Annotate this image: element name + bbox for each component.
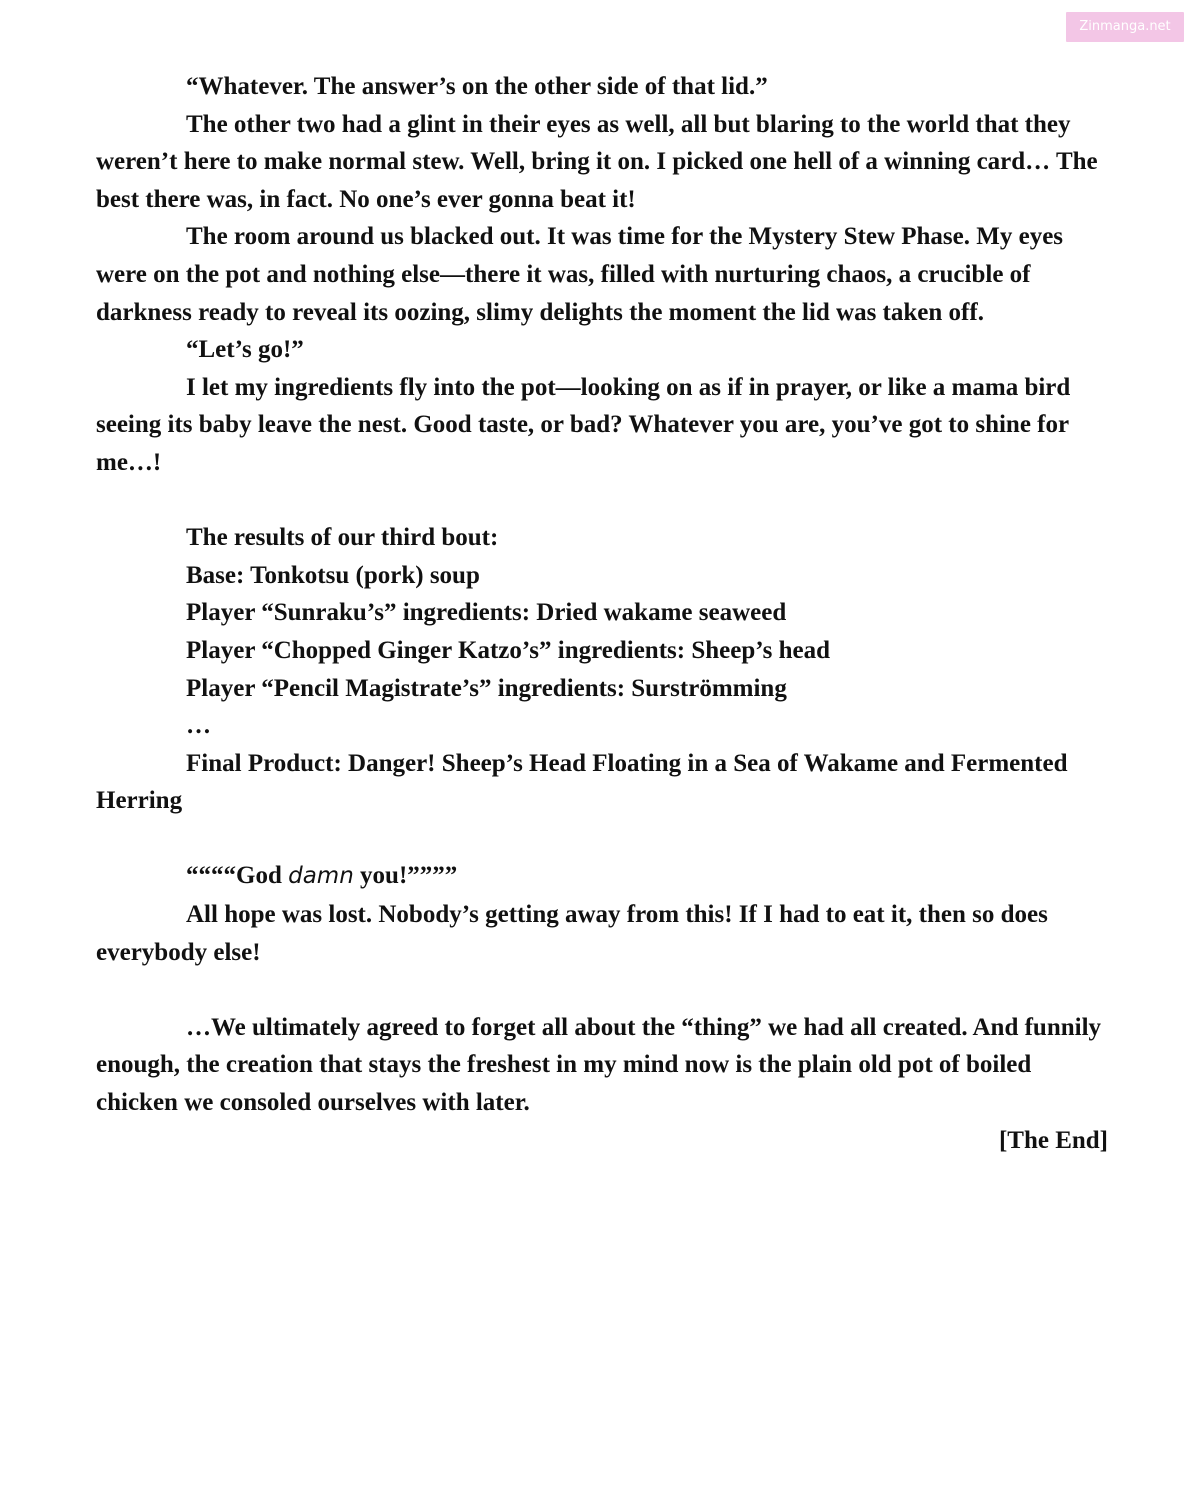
spacer — [96, 820, 1108, 858]
spacer — [96, 482, 1108, 520]
paragraph-shout — [96, 857, 1108, 896]
paragraph-lets-go: “Let’s go!” — [186, 336, 304, 364]
shout-before: ““““God — [186, 862, 289, 890]
paragraph-glint: The other two had a glint in their eyes as well, all but blaring to the world that they weren’t here to make normal stew. Well, bring it on. I picked one hell of a winning card… The best there was, in fact. No one’s ever gonna beat it! — [96, 110, 1098, 213]
shout-emphasis: damn — [288, 863, 354, 890]
results-base: Base: Tonkotsu (pork) soup — [186, 561, 480, 589]
paragraph-blackout: The room around us blacked out. It was time for the Mystery Stew Phase. My eyes were on the pot and nothing else—there it was, filled with nurturing chaos, a crucible of darkness ready to reveal its oozing, slimy delights the moment the lid was taken off. — [96, 223, 1064, 326]
watermark-badge: Zinmanga.net — [1066, 12, 1184, 42]
shout-after: you!”””” — [353, 862, 458, 890]
paragraph-hope-lost: All hope was lost. Nobody’s getting away from this! If I had to eat it, then so does everybody else! — [96, 901, 1048, 966]
results-player-katzo: Player “Chopped Ginger Katzo’s” ingredients: Sheep’s head — [186, 636, 831, 664]
page-body — [96, 68, 1108, 1159]
paragraph-whatever: “Whatever. The answer’s on the other side of that lid.” — [186, 73, 768, 100]
spacer — [96, 971, 1108, 1009]
paragraph-ingredients: I let my ingredients fly into the pot—looking on as if in prayer, or like a mama bird seeing its baby leave the nest. Good taste, or bad? Whatever you are, you’ve got to shine for me…! — [96, 373, 1071, 476]
results-player-pencil: Player “Pencil Magistrate’s” ingredients: Surströmming — [186, 674, 787, 702]
results-heading: The results of our third bout: — [186, 524, 499, 552]
results-final-product: Final Product: Danger! Sheep’s Head Floating in a Sea of Wakame and Fermented Herring — [96, 749, 1068, 815]
end-mark: [The End] — [998, 1126, 1108, 1154]
results-ellipsis: … — [186, 712, 211, 740]
paragraph-forget: …We ultimately agreed to forget all about the “thing” we had all created. And funnily enough, the creation that stays the freshest in my mind now is the plain old pot of boiled chicken we consoled ourselves with later. — [96, 1013, 1102, 1117]
results-player-sunraku: Player “Sunraku’s” ingredients: Dried wakame seaweed — [186, 599, 787, 627]
